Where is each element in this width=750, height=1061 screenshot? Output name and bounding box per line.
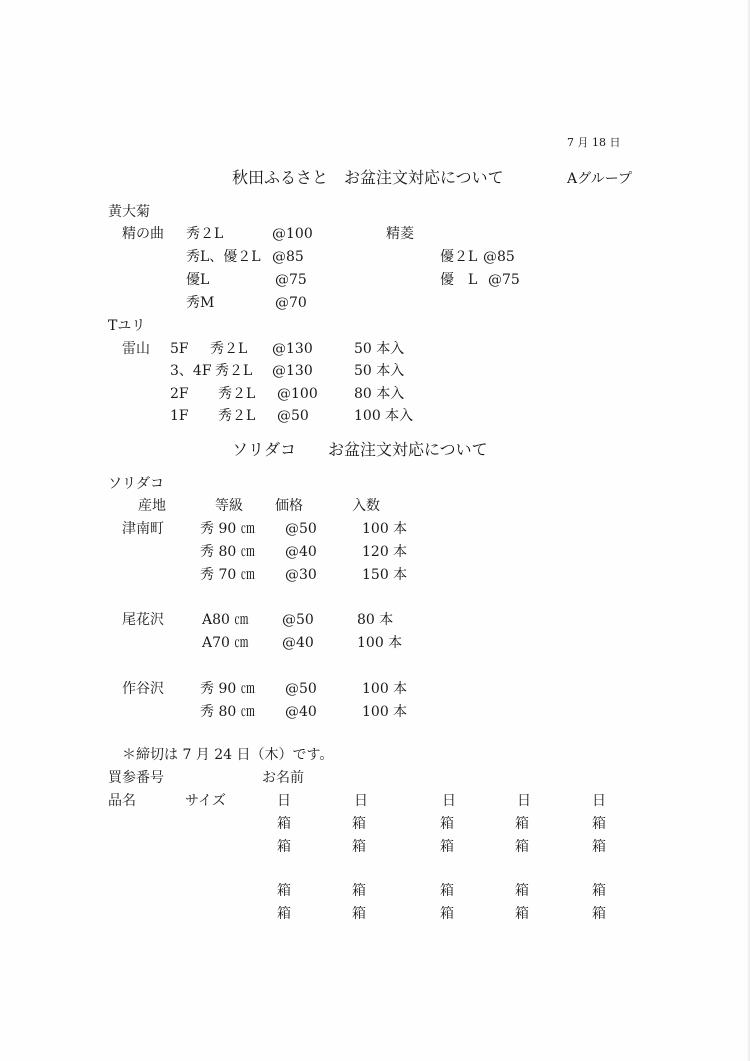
solidago-grade: 秀 70 ㎝ [200, 567, 255, 583]
solidago-origin: 津南町 [122, 521, 164, 537]
box-label: 箱 [440, 883, 454, 899]
box-label: 箱 [277, 816, 291, 832]
solidago-price: @50 [285, 681, 317, 697]
group-label: Aグループ [567, 171, 632, 187]
solidago-qty: 150 本 [362, 567, 408, 583]
box-label: 箱 [592, 839, 606, 855]
lily-qty: 80 本入 [354, 386, 405, 402]
kikuka-grade: 秀２L [186, 226, 224, 242]
box-label: 箱 [515, 883, 529, 899]
solidago-origin: 尾花沢 [122, 612, 164, 628]
box-label: 箱 [592, 883, 606, 899]
kikuka-category: 黄大菊 [108, 204, 150, 220]
kikuka-price: @100 [272, 226, 313, 242]
lily-grade: 秀２L [218, 408, 256, 424]
size-label: サイズ [185, 793, 226, 809]
box-label: 箱 [592, 816, 606, 832]
solidago-price: @50 [282, 612, 314, 628]
kikuka-variety-2: 精菱 [386, 226, 414, 242]
solidago-grade: 秀 90 ㎝ [200, 521, 255, 537]
box-label: 箱 [277, 883, 291, 899]
lily-grade: 秀２L [210, 341, 248, 357]
box-label: 箱 [440, 839, 454, 855]
buyer-number-label: 買参番号 [108, 770, 164, 786]
kikuka-price: @85 [272, 249, 304, 265]
solidago-qty: 100 本 [362, 681, 408, 697]
box-label: 箱 [515, 816, 529, 832]
solidago-price: @30 [285, 567, 317, 583]
lily-grade: 秀２L [218, 386, 256, 402]
day-label: 日 [277, 793, 291, 809]
kikuka-grade-2: 優 L [440, 272, 478, 288]
solidago-grade: 秀 80 ㎝ [200, 704, 255, 720]
document-title: 秋田ふるさと お盆注文対応について [232, 168, 504, 187]
solidago-grade: 秀 90 ㎝ [200, 681, 255, 697]
header-qty: 入数 [352, 498, 380, 514]
solidago-price: @50 [285, 521, 317, 537]
solidago-title: ソリダコ お盆注文対応について [232, 440, 488, 459]
box-label: 箱 [352, 906, 366, 922]
lily-qty: 100 本入 [354, 408, 414, 424]
kikuka-grade-2: 優２L [440, 249, 478, 265]
box-label: 箱 [352, 816, 366, 832]
box-label: 箱 [352, 883, 366, 899]
kikuka-price-2: @75 [488, 272, 520, 288]
day-label: 日 [517, 793, 531, 809]
header-grade: 等級 [215, 498, 243, 514]
kikuka-grade: 優L [186, 272, 210, 288]
box-label: 箱 [277, 906, 291, 922]
item-name-label: 品名 [108, 793, 136, 809]
header-origin: 産地 [138, 498, 166, 514]
solidago-price: @40 [282, 635, 314, 651]
lily-price: @100 [277, 386, 318, 402]
kikuka-price: @70 [275, 295, 307, 311]
lily-category: Tユリ [108, 318, 146, 334]
lily-origin: 雷山 [122, 341, 150, 357]
solidago-qty: 100 本 [362, 521, 408, 537]
lily-qty: 50 本入 [354, 341, 405, 357]
lily-floor: 2F [170, 386, 189, 402]
solidago-qty: 100 本 [362, 704, 408, 720]
lily-qty: 50 本入 [354, 363, 405, 379]
lily-price: @50 [277, 408, 309, 424]
lily-price: @130 [272, 363, 313, 379]
day-label: 日 [592, 793, 606, 809]
solidago-origin: 作谷沢 [122, 681, 164, 697]
box-label: 箱 [352, 839, 366, 855]
lily-price: @130 [272, 341, 313, 357]
kikuka-grade: 秀M [186, 295, 215, 311]
header-price: 価格 [275, 498, 303, 514]
solidago-category: ソリダコ [108, 476, 164, 492]
box-label: 箱 [592, 906, 606, 922]
deadline-note: ＊締切は 7 月 24 日（木）です。 [122, 747, 334, 763]
box-label: 箱 [515, 839, 529, 855]
solidago-price: @40 [285, 704, 317, 720]
solidago-qty: 80 本 [357, 612, 394, 628]
solidago-price: @40 [285, 544, 317, 560]
day-label: 日 [354, 793, 368, 809]
box-label: 箱 [515, 906, 529, 922]
box-label: 箱 [277, 839, 291, 855]
kikuka-grade: 秀L、優２L [186, 249, 261, 265]
kikuka-variety-1: 精の曲 [122, 226, 164, 242]
lily-grade: 秀２L [215, 363, 253, 379]
solidago-grade: A80 ㎝ [202, 612, 249, 628]
name-label: お名前 [262, 770, 304, 786]
kikuka-price: @75 [275, 272, 307, 288]
lily-floor: 1F [170, 408, 189, 424]
solidago-qty: 120 本 [362, 544, 408, 560]
box-label: 箱 [440, 906, 454, 922]
day-label: 日 [442, 793, 456, 809]
lily-floor: 5F [170, 341, 189, 357]
solidago-qty: 100 本 [357, 635, 403, 651]
lily-floor: 3、4F [170, 363, 212, 379]
box-label: 箱 [440, 816, 454, 832]
solidago-grade: 秀 80 ㎝ [200, 544, 255, 560]
document-date: 7 月 18 日 [567, 136, 621, 149]
kikuka-price-2: @85 [483, 249, 515, 265]
solidago-grade: A70 ㎝ [202, 635, 249, 651]
